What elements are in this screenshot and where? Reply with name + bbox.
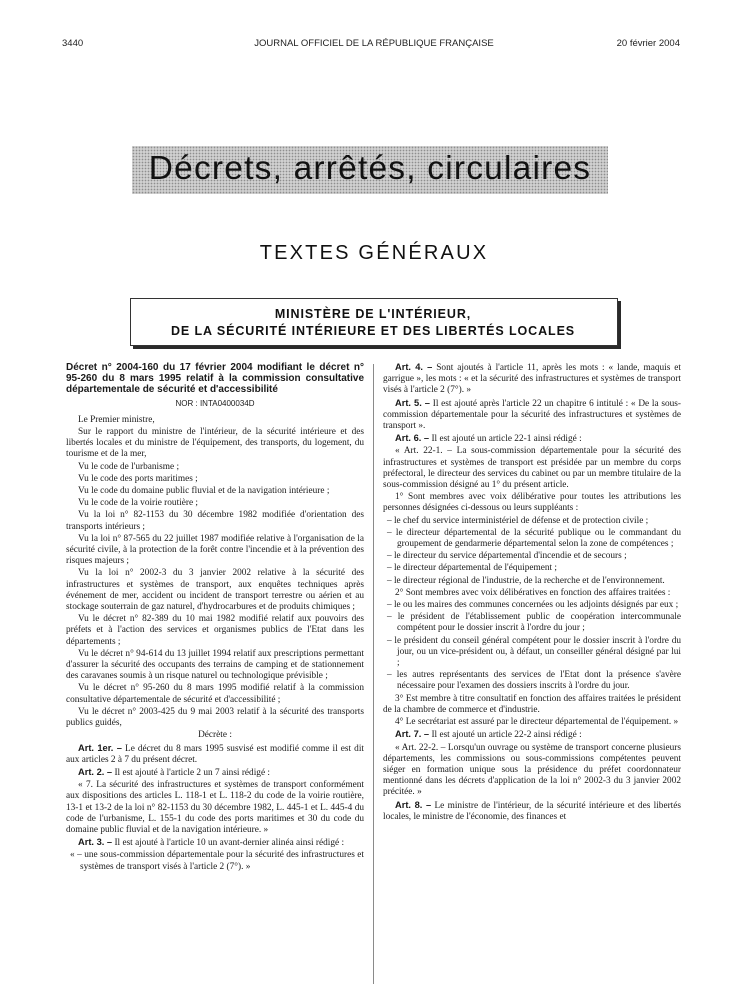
visa: Vu le décret n° 2003-425 du 9 mai 2003 relatif à la sécurité des transports publics guidés, [66,706,364,729]
list-item: – le ou les maires des communes concernées ou les adjoints désignés par eux ; [387,600,679,611]
article-label: Art. 7. – [395,729,430,740]
list-item: – le chef du service interministériel de défense et de protection civile ; [387,515,649,526]
article-1 [66,743,364,766]
column-separator [373,364,374,984]
article-22-1: « Art. 22-1. – La sous-commission départementale pour la sécurité des infrastructures et systèmes de transport est présidée par un membre du corps préfectoral, le directeur des services du cabinet ou par un membre titulaire de la sous-commission désigné au 1° du présent article. [383,446,681,491]
article-2 [66,767,364,779]
visa: Vu la loi n° 2002-3 du 3 janvier 2002 relative à la sécurité des infrastructures et systèmes de transport, aux enquêtes techniques après événement de mer, accident ou incident de transport terrestre ou aérien et au stockage souterrain de gaz naturel, d'hydrocarbures et de produits chimiques ; [66,568,364,613]
article-6 [383,433,681,445]
list-item: « – une sous-commission départementale pour la sécurité des infrastructures et systèmes de transport visés à l'article 2 (7°). » [70,850,364,872]
visa: Vu la loi n° 87-565 du 22 juillet 1987 modifiée relative à l'organisation de la sécurité civile, à la protection de la forêt contre l'incendie et à la prévention des risques majeurs ; [66,533,364,567]
list-item: – le directeur régional de l'industrie, de la recherche et de l'environnement. [387,575,665,586]
visa: Vu le code de la voirie routière ; [78,498,198,509]
article-text: Il est ajouté à l'article 10 un avant-dernier alinéa ainsi rédigé : [114,838,345,849]
banner-title: Décrets, arrêtés, circulaires [148,150,592,187]
article-text: Il est ajouté après l'article 22 un chapitre 6 intitulé : « De la sous-commission départementale pour la sécurité des infrastructures et systèmes de transport ». [383,398,682,432]
list-item: – le directeur départemental de l'équipement ; [387,563,557,574]
section-title: TEXTES GÉNÉRAUX [259,242,489,264]
article-7 [383,729,681,741]
article-label: Art. 3. – [78,837,113,848]
list-item: – les autres représentants des services de l'Etat dont la présence s'avère nécessaire pour l'examen des dossiers inscrits à l'ordre du jour. [387,670,681,692]
journal-title: JOURNAL OFFICIEL DE LA RÉPUBLIQUE FRANÇAISE [254,38,494,49]
list-item: – le président du conseil général compétent pour le dossier inscrit à l'ordre du jour, ou un vice-président ou, à défaut, un conseiller général désigné par lui ; [387,635,681,669]
article-22-2: « Art. 22-2. – Lorsqu'un ouvrage ou système de transport concerne plusieurs départements, les commissions ou sous-commissions compétentes peuvent siéger en formation unique sous la présidence du préfet coordonnateur mentionné dans les décrets d'application de la loi n° 2002-3 du 3 janvier 2002 précitée. » [383,742,681,798]
article-label: Art. 2. – [78,766,113,777]
paragraph: 2° Sont membres avec voix délibératives en fonction des affaires traitées : [395,587,671,598]
visa: Vu le décret n° 95-260 du 8 mars 1995 modifié relatif à la commission consultative départementale de sécurité et d'accessibilité ; [66,683,364,705]
list-item: – le directeur départemental de la sécurité publique ou le commandant du groupement de gendarmerie départemental selon la zone de compétences ; [387,527,681,550]
article-label: Art. 1er. – [78,742,122,753]
paragraph: 4° Le secrétariat est assuré par le directeur départemental de l'équipement. » [395,717,679,728]
article-label: Art. 8. – [395,799,432,810]
article-4 [383,362,681,397]
paragraph: 3° Est membre à titre consultatif en fonction des affaires traitées le président de la chambre de commerce et d'industrie. [383,693,681,715]
article-text: Il est ajouté un article 22-2 ainsi rédigé : [431,730,582,741]
article-2-quote: « 7. La sécurité des infrastructures et systèmes de transport conformément aux dispositions des articles L. 118-1 et L. 118-2 du code de la voirie routière, 13-1 et 13-2 de la loi n° 82-1153 du 30 décembre 1982, L. 445-1 et L. 445-4 du code de l'urbanisme, L. 155-1 du code des ports maritimes et 30 du code du domaine public fluvial et de la navigation intérieure. » [66,780,364,835]
visa: Vu le code des ports maritimes ; [78,473,198,484]
article-text: Il est ajouté un article 22-1 ainsi rédigé : [431,434,582,445]
visa: Vu le décret n° 82-389 du 10 mai 1982 modifié relatif aux pouvoirs des préfets et à l'action des services et organismes publics de l'Etat dans les départements ; [66,614,364,647]
nor-reference: NOR : INTA0400034D [175,398,255,408]
article-label: Art. 4. – [395,362,433,372]
article-text: Il est ajouté à l'article 2 un 7 ainsi rédigé : [114,767,270,778]
article-label: Art. 5. – [395,397,430,408]
paragraph: Le Premier ministre, [78,414,155,425]
right-column [383,362,681,824]
ministry-line-2: DE LA SÉCURITÉ INTÉRIEURE ET DES LIBERTÉS LOCALES [170,324,576,338]
visa: Vu le décret n° 94-614 du 13 juillet 1994 relatif aux prescriptions permettant d'assurer la sécurité des occupants des terrains de camping et de stationnement des caravanes soumis à un risque naturel ou technologique prévisible ; [66,648,364,682]
article-text: Le décret du 8 mars 1995 susvisé est modifié comme il est dit aux articles 2 à 7 du présent décret. [66,743,364,765]
list-item: – le président de l'établissement public de coopération intercommunale compétent pour le dossier inscrit à l'ordre du jour ; [387,612,681,634]
visa: Vu le code du domaine public fluvial et de la navigation intérieure ; [78,486,330,497]
article-text: Sont ajoutés à l'article 11, après les mots : « lande, maquis et garrigue », les mots : « et la sécurité des infrastructures et systèmes de transport visés à l'article 2 (7°). » [383,363,682,396]
paragraph: Sur le rapport du ministre de l'intérieur, de la sécurité intérieure et des libertés locales et du ministre de l'équipement, des transports, du logement, du tourisme et de la mer, [66,427,364,460]
decrete: Décrète : [198,730,232,741]
decree-title: Décret n° 2004-160 du 17 février 2004 modifiant le décret n° 95-260 du 8 mars 1995 relatif à la commission consultative départementale de sécurité et d'accessibilité [66,362,364,396]
article-label: Art. 6. – [395,433,430,444]
list-item: – le directeur du service départemental d'incendie et de secours ; [387,551,627,562]
article-5 [383,398,681,433]
paragraph: 1° Sont membres avec voix délibérative pour toutes les attributions les personnes désignées ci-dessous ou leurs suppléants : [383,492,681,514]
article-3 [66,837,364,849]
article-text: Le ministre de l'intérieur, de la sécurité intérieure et des libertés locales, le ministre de l'économie, des finances et [383,800,682,822]
article-8 [383,800,681,823]
left-column [66,362,364,874]
page-number: 3440 [62,38,84,49]
ministry-box [130,298,618,346]
visa: Vu la loi n° 82-1153 du 30 décembre 1982 modifiée d'orientation des transports intérieurs ; [66,510,364,532]
issue-date: 20 février 2004 [616,38,680,49]
ministry-line-1: MINISTÈRE DE L'INTÉRIEUR, [274,307,472,321]
visa: Vu le code de l'urbanisme ; [78,461,180,472]
